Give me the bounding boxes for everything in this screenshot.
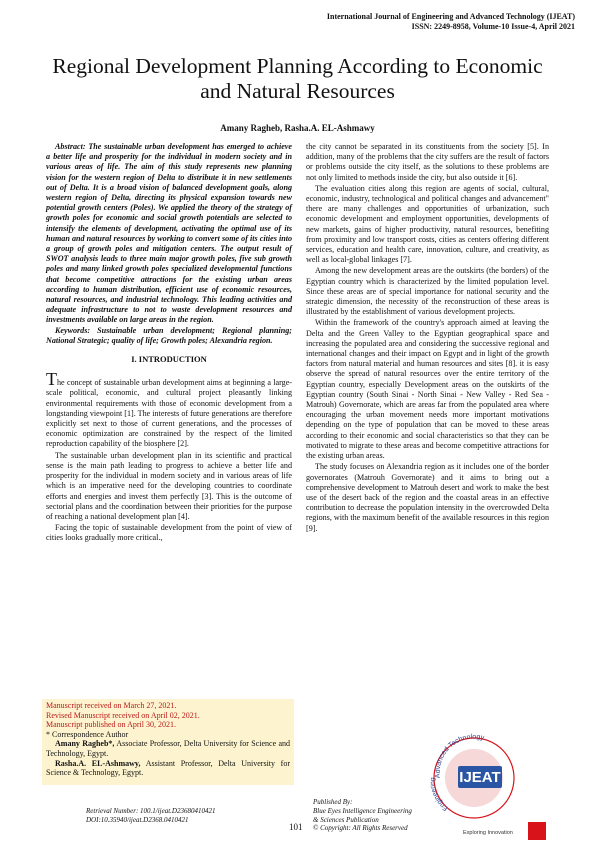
- drop-cap: T: [46, 369, 57, 390]
- intro-paragraph-1-text: he concept of sustainable urban development aims at beginning a large-scale political, economic, and cultural project pleasantly linking environmental requirements with those of economic development from a longstanding viewpoint [1]. The interests of future generations are therefore explicitly set next to those of current generations, and the processes of economic optimization are constrained by the respect of the limited reproduction capability of the biosphere [2].: [46, 378, 292, 449]
- logo-ring-path-top: Advanced Technology: [434, 733, 485, 779]
- ijeat-logo: [428, 730, 518, 826]
- journal-name: International Journal of Engineering and Advanced Technology (IJEAT): [326, 12, 575, 21]
- abstract-label: Abstract:: [55, 142, 86, 151]
- intro-paragraph-3: Facing the topic of sustainable development from the point of view of cities looks gradually more critical.,: [46, 523, 292, 543]
- right-column: [306, 142, 549, 535]
- logo-center-text: IJEAT: [459, 769, 501, 786]
- paper-title: Regional Development Planning According to Economic and Natural Resources: [52, 54, 543, 103]
- abstract-text: The sustainable urban development has emerged to achieve a better life and prosperity for the individual in modern society and in various areas of life. The aim of this study represents new planning vision for the western region of Delta to distribute it in new settlements out of Delta. It is a broad vision of balanced development goals, along western region of Delta, directing its physical expansion towards new potential growth centers (Poles). We applied the theory of the strategy of growth poles for economic and social growth potentials are selected to intensify the elements of development, activating the optimal use of its human and natural resources by working to convert some of its cities into a group of growth poles and mitigation centers. The output result of SWOT analysis leads to three main major growth poles, five sub growth poles and many linked growth poles specialized developmental functions that become competitive attractions for the existing urban areas according to human distribution, efficient use of economic resources, natural resources, and industrial technology. This leading activities and adequate infrastructure to not to waste development resources and investments available on large areas in the region.: [46, 142, 292, 325]
- intro-paragraph-2: The sustainable urban development plan in its scientific and practical sense is the main path leading to progress to achieve a better life and prosperity for the individual in modern society and in various areas of life which is an imperative need for the developing countries to coordinate efforts and energies and invest them perfectly [3]. This is the outcome of sectorial plans and the coordination between their priorities for the purpose of reaching a national development plan [4].: [46, 450, 292, 521]
- author1-name: Amany Ragheb*,: [55, 739, 115, 749]
- right-paragraph-4: Within the framework of the country's approach aimed at leaving the Delta and the Green Valley to the Egyptian geographical space and increasing the populated area and considering the successive regional and international changes and their impact on Egypt and in light of the growth factors from natural material and human resources and sites [8]. it is easy observe the spread of natural resources over the entire territory of the Egyptian country, especially Development areas on the outskirts of the Egyptian country (South Sinai - North Sinai - New Valley - Red Sea - Matrouh) Governorate, which are areas far from the populated area where encouraging the urban movement needs more important motivations depending on the type of population that can be moved to these areas according to their economic and social characteristics so that they can be motivated to migrate to these areas and become competitive attractions for the existing urban areas.: [306, 318, 549, 461]
- logo-ring-path-left: Engineering: [429, 777, 450, 812]
- logo-tagline: Exploring Innovation: [463, 830, 513, 836]
- doi: DOI:10.35940/ijeat.D2368.0410421: [86, 816, 189, 824]
- right-paragraph-5: The study focuses on Alexandria region as it includes one of the border governorates (Matrouh Governorate) and it aims to bring out a comprehensive development to Matrouh desert and work to make the best use of the desert back of the region and the coastal areas in an effective contribution to decrease the population intensity in the overcrowded Delta regions, with the maximum benefit of the available resources in this region [9].: [306, 462, 549, 533]
- footer-publisher: [313, 798, 412, 833]
- author1-affiliation: [46, 739, 290, 758]
- correspondence-note: * Correspondence Author: [46, 729, 129, 739]
- section-heading-introduction: I. INTRODUCTION: [131, 354, 207, 365]
- manuscript-published: Manuscript published on April 30, 2021.: [46, 720, 176, 730]
- left-column: [46, 142, 292, 545]
- journal-header: [327, 12, 575, 32]
- red-corner-mark: [528, 822, 546, 840]
- copyright: © Copyright: All Rights Reserved: [313, 824, 408, 833]
- manuscript-info-box: [42, 699, 294, 785]
- abstract: [46, 142, 292, 326]
- author2-name: Rasha.A. EL-Ashmawy,: [55, 758, 141, 768]
- keywords: [46, 326, 292, 346]
- footer-retrieval: [86, 807, 215, 825]
- published-by: Published By:: [313, 798, 353, 806]
- manuscript-received: Manuscript received on March 27, 2021.: [46, 701, 177, 710]
- publisher-line-1: Blue Eyes Intelligence Engineering: [313, 806, 412, 815]
- author-list: Amany Ragheb, Rasha.A. EL-Ashmawy: [220, 123, 375, 133]
- keywords-label: Keywords:: [55, 325, 91, 335]
- author2-affiliation: [46, 759, 290, 778]
- keywords-text: Sustainable urban development; Regional planning; National Strategic; quality of life; Growth poles; Alexandria region.: [46, 325, 292, 345]
- right-paragraph-2: The evaluation cities along this region are agents of social, cultural, economic, industry, technological and political changes and advancement" there are many challenges and opportunities of urbanization, such economic development and employment opportunities, developments of new markets, gains of higher productivity, natural resources, benefiting from proximity and low transport costs, cities as centers offering different services, education and health care, innovation, culture, and creativity, as well as local-global linkages [7].: [306, 183, 549, 265]
- retrieval-number: Retrieval Number: 100.1/ijeat.D23680410421: [86, 807, 216, 815]
- author2-affil-text: Assistant Professor, Delta University for Science & Technology, Egypt.: [46, 758, 291, 778]
- right-paragraph-3: Among the new development areas are the outskirts (the borders) of the Egyptian country which is characterized by the limited population level. Since these areas are of special importance for national security and the strategic dimension, the necessity of the reconstruction of these areas is illustrated by the establishment of various development projects.: [306, 266, 549, 317]
- intro-paragraph-1: [46, 369, 292, 449]
- publisher-line-2: & Sciences Publication: [313, 815, 379, 824]
- journal-issn: ISSN: 2249-8958, Volume-10 Issue-4, April 2021: [411, 22, 575, 31]
- page-number: 101: [289, 822, 303, 832]
- manuscript-revised: Revised Manuscript received on April 02, 2021.: [46, 710, 200, 720]
- author1-affil-text: Associate Professor, Delta University for Science and Technology, Egypt.: [46, 739, 291, 758]
- right-paragraph-1: the city cannot be separated in its constituents from the society [5]. In addition, many of the problems that the city suffers are the result of factors or problems outside the city itself, as the solutions to these problems are not only limited to methods inside the city, but also outside it [6].: [306, 142, 549, 182]
